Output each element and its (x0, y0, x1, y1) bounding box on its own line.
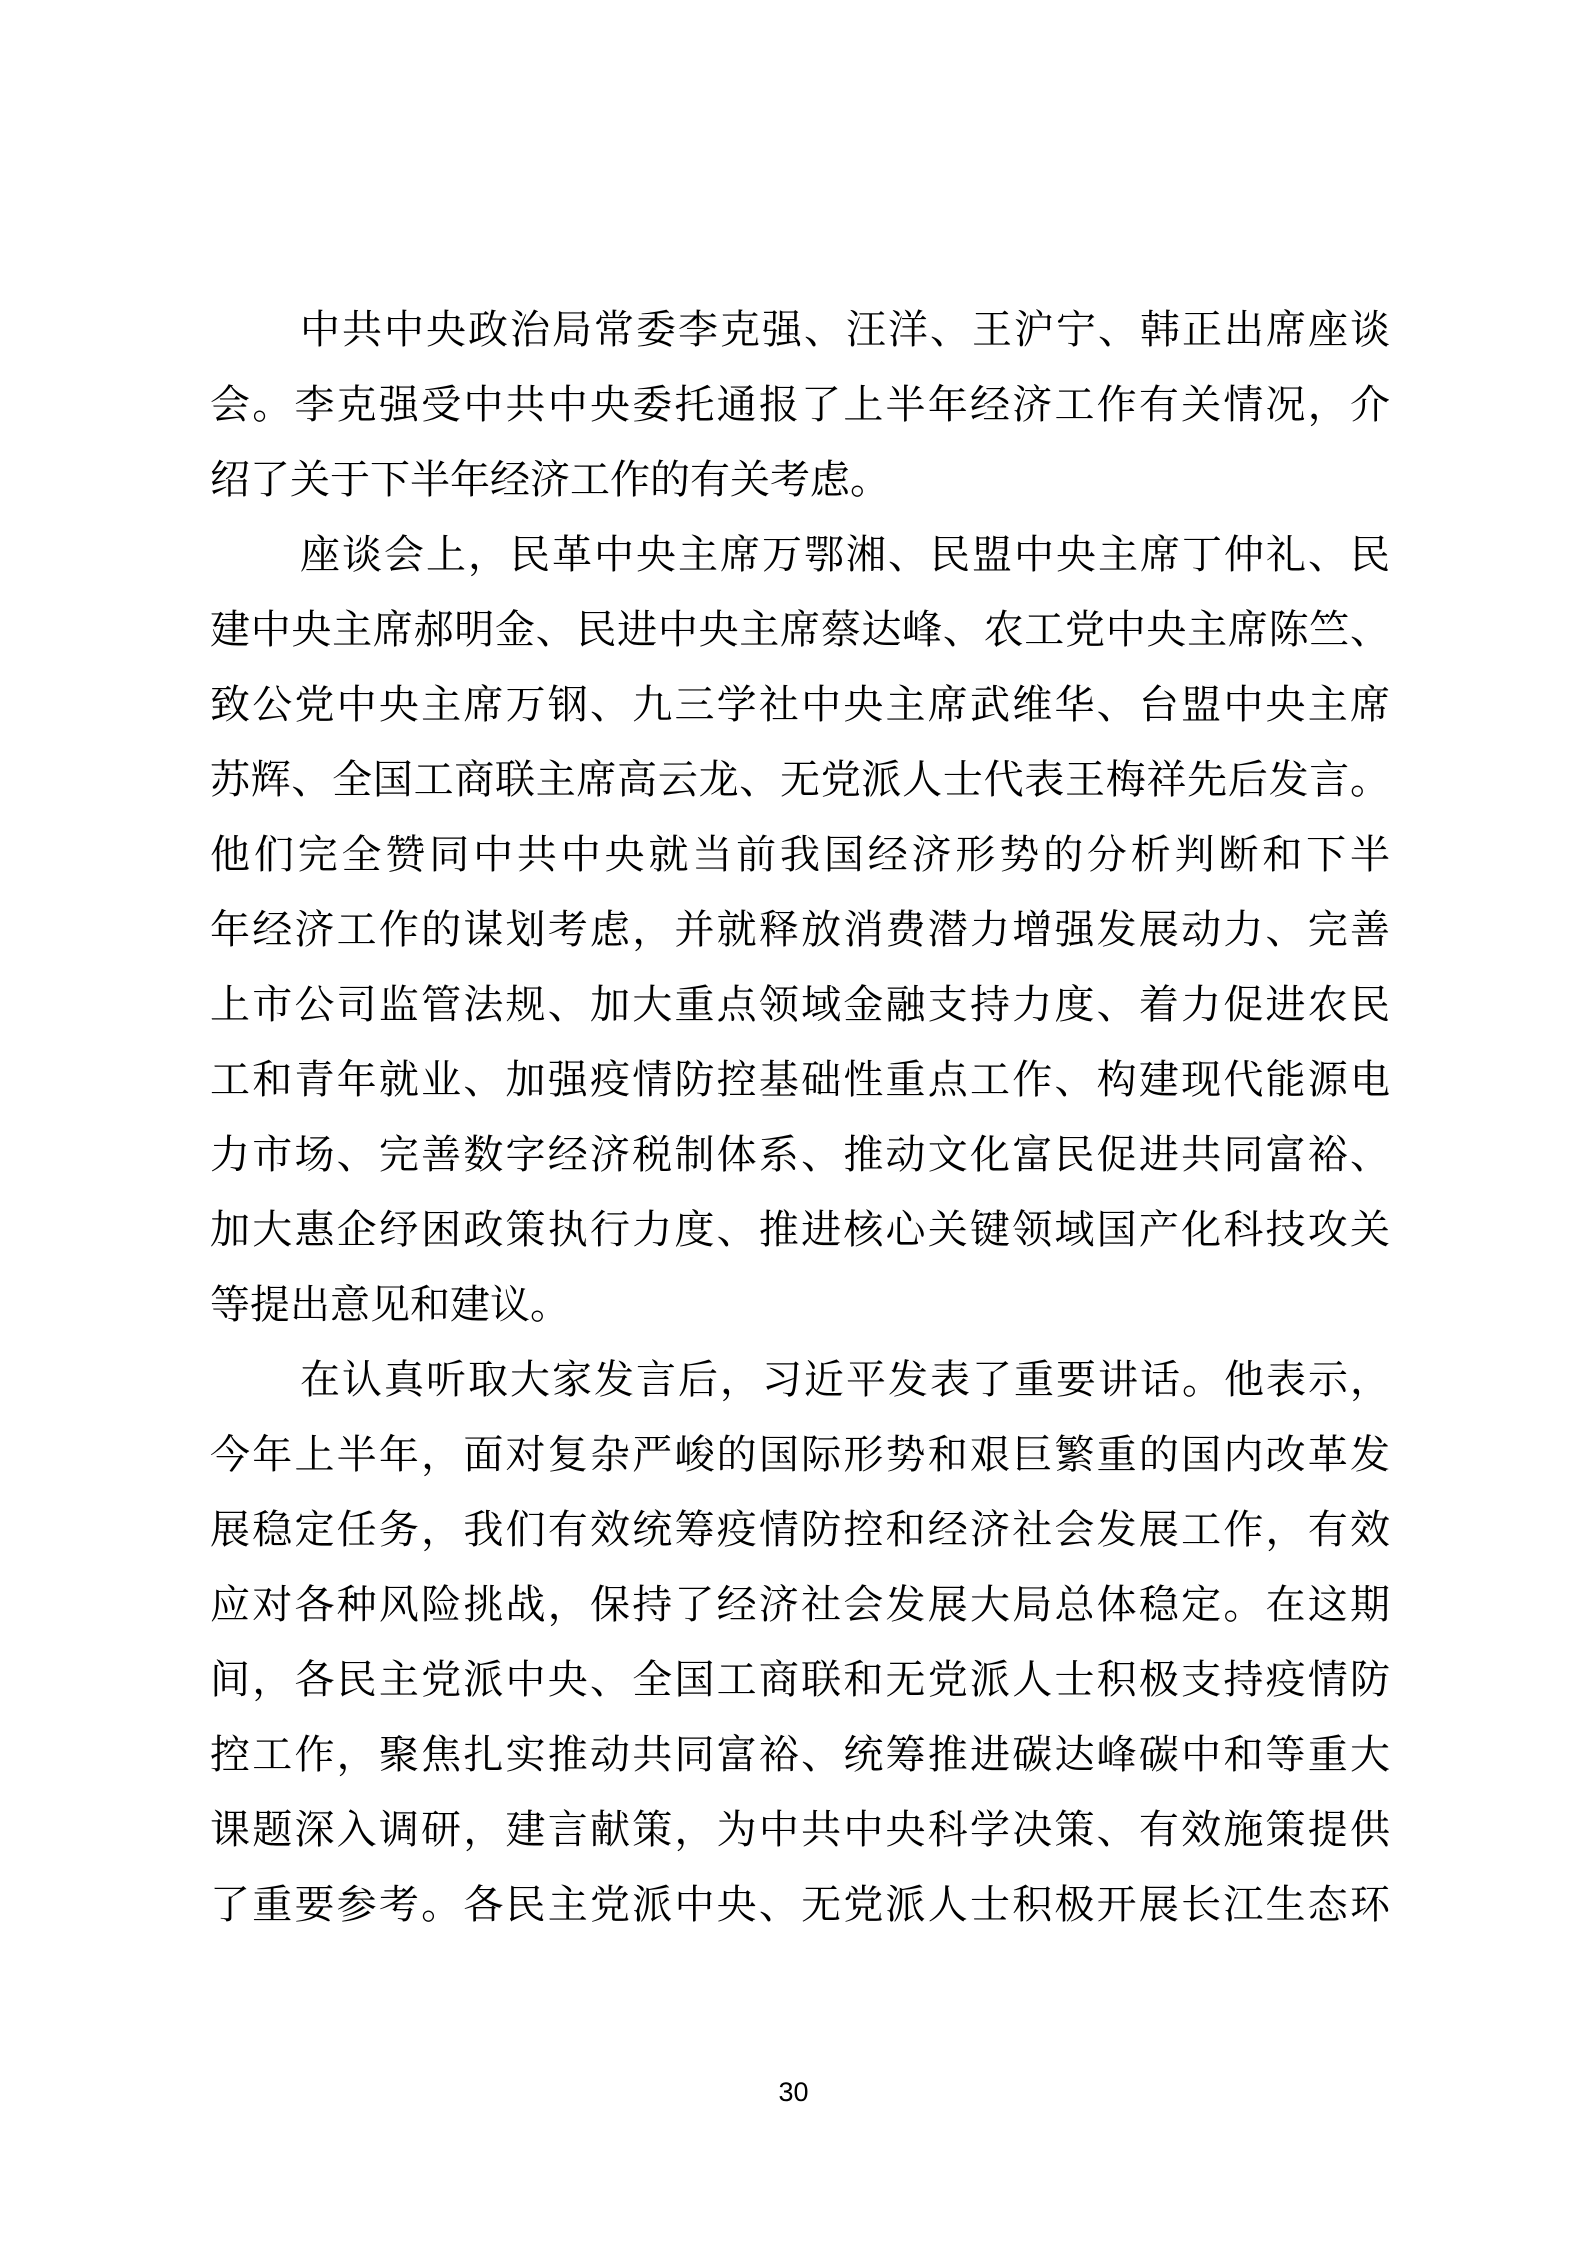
text-line: 间，各民主党派中央、全国工商联和无党派人士积极支持疫情防 (210, 1657, 1390, 1702)
text-line: 绍了关于下半年经济工作的有关考虑。 (210, 457, 890, 502)
page-number: 30 (778, 2077, 809, 2107)
text-line: 致公党中央主席万钢、九三学社中央主席武维华、台盟中央主席 (210, 682, 1390, 727)
text-line: 上市公司监管法规、加大重点领域金融支持力度、着力促进农民 (210, 982, 1390, 1027)
text-line: 中共中央政治局常委李克强、汪洋、王沪宁、韩正出席座谈 (300, 307, 1390, 352)
text-line: 会。李克强受中共中央委托通报了上半年经济工作有关情况，介 (210, 382, 1390, 427)
text-line: 等提出意见和建议。 (210, 1282, 570, 1327)
text-line: 课题深入调研，建言献策，为中共中央科学决策、有效施策提供 (210, 1807, 1390, 1852)
text-line: 年经济工作的谋划考虑，并就释放消费潜力增强发展动力、完善 (210, 907, 1390, 952)
text-line: 苏辉、全国工商联主席高云龙、无党派人士代表王梅祥先后发言。 (210, 757, 1390, 802)
text-line: 今年上半年，面对复杂严峻的国际形势和艰巨繁重的国内改革发 (210, 1432, 1390, 1477)
text-line: 力市场、完善数字经济税制体系、推动文化富民促进共同富裕、 (210, 1132, 1390, 1177)
text-line: 加大惠企纾困政策执行力度、推进核心关键领域国产化科技攻关 (210, 1207, 1390, 1252)
text-line: 应对各种风险挑战，保持了经济社会发展大局总体稳定。在这期 (210, 1582, 1390, 1627)
text-line: 了重要参考。各民主党派中央、无党派人士积极开展长江生态环 (210, 1882, 1390, 1927)
text-line: 工和青年就业、加强疫情防控基础性重点工作、构建现代能源电 (210, 1057, 1390, 1102)
text-line: 在认真听取大家发言后，习近平发表了重要讲话。他表示， (300, 1357, 1390, 1402)
text-line: 建中央主席郝明金、民进中央主席蔡达峰、农工党中央主席陈竺、 (210, 607, 1390, 652)
text-line: 座谈会上，民革中央主席万鄂湘、民盟中央主席丁仲礼、民 (300, 532, 1390, 577)
document-body (210, 292, 1390, 1942)
text-line: 展稳定任务，我们有效统筹疫情防控和经济社会发展工作，有效 (210, 1507, 1390, 1552)
text-line: 他们完全赞同中共中央就当前我国经济形势的分析判断和下半 (210, 832, 1390, 877)
text-line: 控工作，聚焦扎实推动共同富裕、统筹推进碳达峰碳中和等重大 (210, 1732, 1390, 1777)
